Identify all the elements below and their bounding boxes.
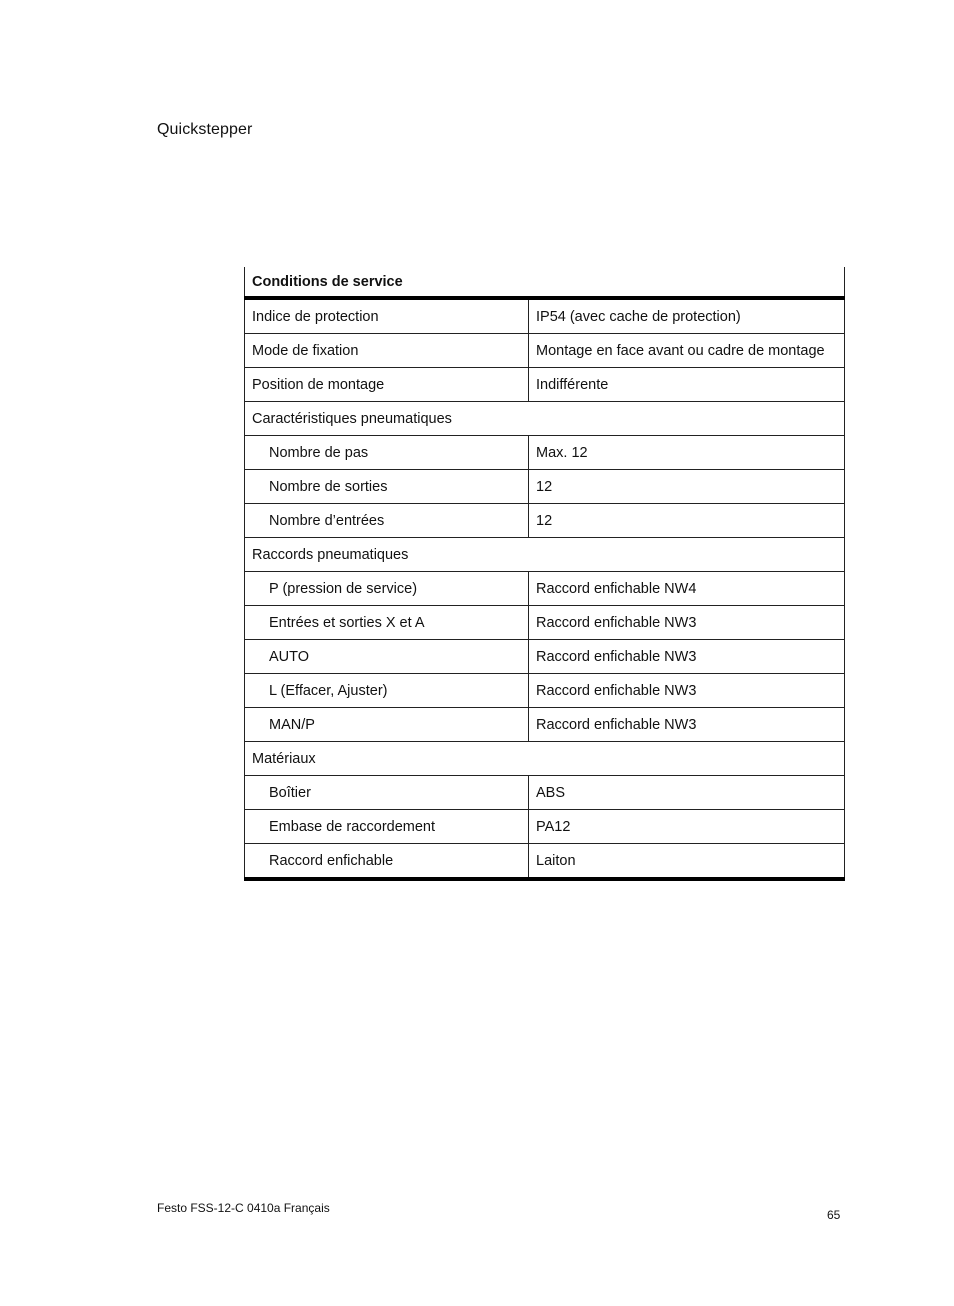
row-label: AUTO xyxy=(245,640,529,674)
table-row xyxy=(245,298,845,334)
row-label: L (Effacer, Ajuster) xyxy=(245,674,529,708)
row-label: P (pression de service) xyxy=(245,572,529,606)
table-row xyxy=(245,640,845,674)
table-row xyxy=(245,606,845,640)
row-label: Nombre de pas xyxy=(245,436,529,470)
row-value: IP54 (avec cache de protection) xyxy=(529,298,845,334)
row-label: Position de montage xyxy=(245,368,529,402)
row-value: 12 xyxy=(529,470,845,504)
page-header-title: Quickstepper xyxy=(157,121,253,138)
row-value: Raccord enfichable NW3 xyxy=(529,606,845,640)
row-value: Raccord enfichable NW3 xyxy=(529,674,845,708)
table-row xyxy=(245,334,845,368)
table-row xyxy=(245,708,845,742)
row-value: ABS xyxy=(529,776,845,810)
section-label: Raccords pneumatiques xyxy=(245,538,845,572)
table-header-row xyxy=(245,267,845,298)
specifications-table xyxy=(244,267,845,881)
section-row xyxy=(245,538,845,572)
table-row xyxy=(245,470,845,504)
row-value: PA12 xyxy=(529,810,845,844)
section-label: Caractéristiques pneumatiques xyxy=(245,402,845,436)
row-label: Entrées et sorties X et A xyxy=(245,606,529,640)
row-value: Indifférente xyxy=(529,368,845,402)
row-label: Mode de fixation xyxy=(245,334,529,368)
section-row xyxy=(245,742,845,776)
row-value: Laiton xyxy=(529,844,845,880)
row-value: Raccord enfichable NW4 xyxy=(529,572,845,606)
table-heading: Conditions de service xyxy=(245,267,845,298)
table-row xyxy=(245,436,845,470)
table-row xyxy=(245,810,845,844)
row-label: Nombre d’entrées xyxy=(245,504,529,538)
row-value: Montage en face avant ou cadre de montage xyxy=(529,334,845,368)
table-row xyxy=(245,674,845,708)
table-row xyxy=(245,504,845,538)
row-label: Boîtier xyxy=(245,776,529,810)
section-row xyxy=(245,402,845,436)
row-label: Raccord enfichable xyxy=(245,844,529,880)
table-row xyxy=(245,776,845,810)
section-label: Matériaux xyxy=(245,742,845,776)
table-row xyxy=(245,572,845,606)
row-label: Embase de raccordement xyxy=(245,810,529,844)
row-label: MAN/P xyxy=(245,708,529,742)
row-value: Raccord enfichable NW3 xyxy=(529,640,845,674)
row-value: Max. 12 xyxy=(529,436,845,470)
table-row xyxy=(245,368,845,402)
table-row xyxy=(245,844,845,880)
row-value: 12 xyxy=(529,504,845,538)
footer-document-id: Festo FSS-12-C 0410a Français xyxy=(157,1201,330,1215)
row-label: Nombre de sorties xyxy=(245,470,529,504)
row-label: Indice de protection xyxy=(245,298,529,334)
footer-page-number: 65 xyxy=(827,1208,841,1222)
row-value: Raccord enfichable NW3 xyxy=(529,708,845,742)
